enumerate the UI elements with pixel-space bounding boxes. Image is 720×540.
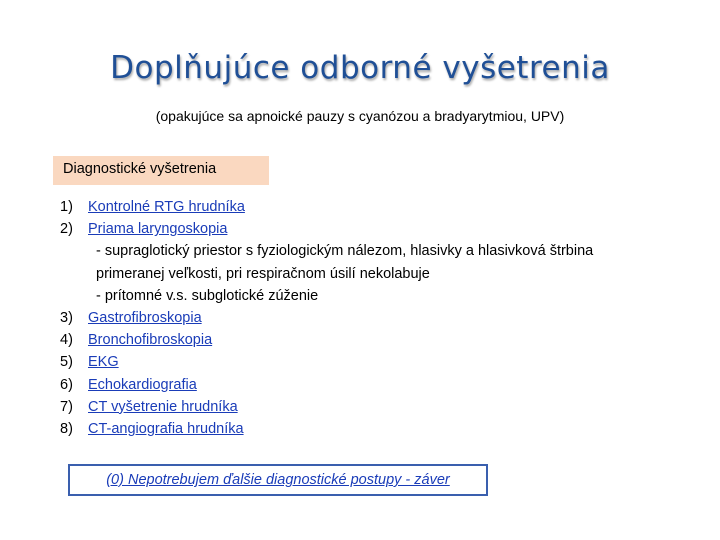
laryngoscopy-finding: - supraglotický priestor s fyziologickým nálezom, hlasivky a hlasivková štrbina	[96, 243, 594, 260]
list-item	[60, 307, 700, 329]
item-number: 7)	[60, 398, 73, 415]
exam-link-rtg[interactable]: Kontrolné RTG hrudníka	[88, 199, 245, 215]
list-item	[60, 374, 700, 396]
list-item	[60, 396, 700, 418]
slide-subtitle: (opakujúce sa apnoické pauzy s cyanózou a bradyarytmiou, UPV)	[155, 108, 565, 124]
exam-link-echocardiography[interactable]: Echokardiografia	[88, 376, 197, 393]
item-number: 8)	[60, 421, 73, 438]
exam-link-ekg[interactable]: EKG	[88, 354, 119, 371]
list-item	[60, 196, 700, 218]
examination-list	[60, 196, 700, 440]
slide-title: Doplňujúce odborné vyšetrenia	[110, 50, 610, 86]
item-number: 6)	[60, 376, 73, 393]
exam-link-gastrofibroscopy[interactable]: Gastrofibroskopia	[88, 310, 202, 327]
list-item	[60, 218, 700, 240]
list-item	[60, 329, 700, 351]
conclusion-link[interactable]: (0) Nepotrebujem ďalšie diagnostické postupy - záver	[106, 472, 450, 488]
list-item	[60, 418, 700, 440]
exam-link-bronchofibroscopy[interactable]: Bronchofibroskopia	[88, 332, 213, 349]
list-item	[60, 351, 700, 373]
conclusion-box	[68, 464, 488, 496]
item-number: 3)	[60, 310, 73, 327]
item-number: 2)	[60, 221, 73, 238]
item-number: 1)	[60, 199, 73, 215]
exam-link-ct-angiography[interactable]: CT-angiografia hrudníka	[88, 421, 244, 438]
exam-link-ct[interactable]: CT vyšetrenie hrudníka	[88, 398, 238, 415]
section-header: Diagnostické vyšetrenia	[53, 156, 269, 185]
item-number: 4)	[60, 332, 73, 349]
item-number: 5)	[60, 354, 73, 371]
exam-link-laryngoscopy[interactable]: Priama laryngoskopia	[88, 221, 228, 238]
laryngoscopy-finding: - prítomné v.s. subglotické zúženie	[96, 287, 319, 304]
laryngoscopy-finding: primeranej veľkosti, pri respiračnom úsilí nekolabuje	[96, 265, 430, 282]
